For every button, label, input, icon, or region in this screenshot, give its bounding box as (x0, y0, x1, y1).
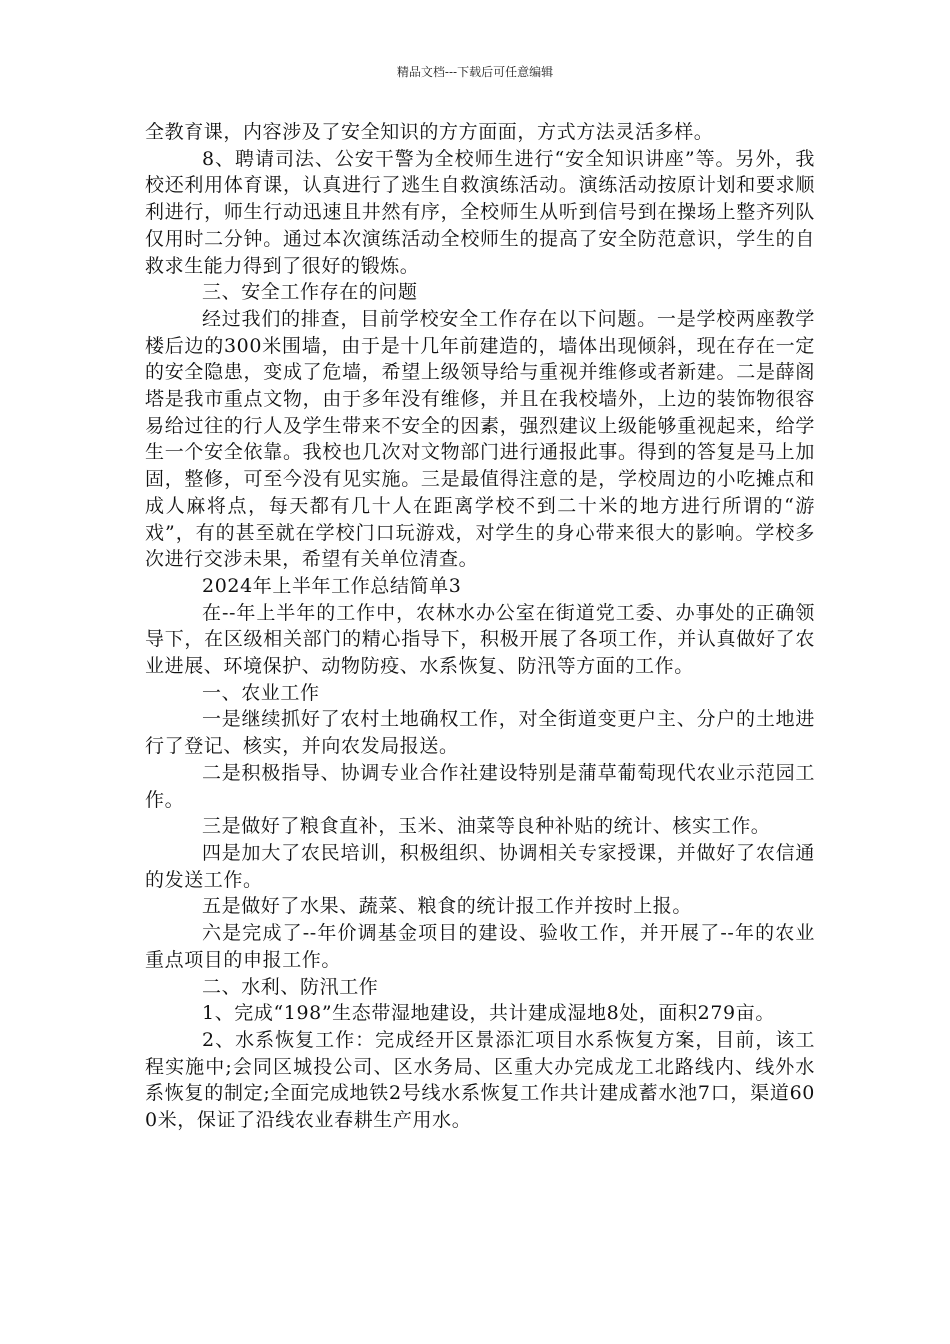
paragraph: 2、水系恢复工作：完成经开区景添汇项目水系恢复方案，目前，该工程实施中;会同区城投公司、区水务局、区重大办完成龙工北路线内、线外水系恢复的制定;全面完成地铁2号线水系恢复工作共计建成蓄水池7口，渠道600米，保证了沿线农业春耕生产用水。 (145, 1028, 815, 1132)
paragraph: 1、完成“198”生态带湿地建设，共计建成湿地8处，面积279亩。 (202, 1002, 775, 1025)
paragraph: 二是积极指导、协调专业合作社建设特别是蒲草葡萄现代农业示范园工作。 (145, 761, 815, 811)
section-heading: 二、水利、防汛工作 (202, 975, 379, 998)
paragraph: 五是做好了水果、蔬菜、粮食的统计报工作并按时上报。 (202, 895, 693, 918)
section-heading: 三、安全工作存在的问题 (202, 281, 418, 304)
paragraph: 三是做好了粮食直补，玉米、油菜等良种补贴的统计、核实工作。 (202, 815, 771, 838)
document-title: 2024年上半年工作总结简单3 (202, 574, 462, 597)
paragraph: 全教育课，内容涉及了安全知识的方方面面，方式方法灵活多样。 (145, 121, 714, 143)
document-body (145, 119, 815, 1134)
page-header: 精品文档---下载后可任意编辑 (396, 65, 554, 79)
paragraph: 六是完成了--年价调基金项目的建设、验收工作，并开展了--年的农业重点项目的申报工作。 (145, 922, 815, 971)
paragraph: 四是加大了农民培训，积极组织、协调相关专家授课，并做好了农信通的发送工作。 (145, 841, 815, 891)
paragraph: 经过我们的排查，目前学校安全工作存在以下问题。一是学校两座教学楼后边的300米围墙，由于是十几年前建造的，墙体出现倾斜，现在存在一定的安全隐患，变成了危墙，希望上级领导给与重视并维修或者新建。二是薛阁塔是我市重点文物，由于多年没有维修，并且在我校墙外，上边的装饰物很容易给过往的行人及学生带来不安全的因素，强烈建议上级能够重视起来，给学生一个安全依靠。我校也几次对文物部门进行通报此事。得到的答复是马上加固，整修，可至今没有见实施。三是最值得注意的是，学校周边的小吃摊点和成人麻将点，每天都有几十人在距离学校不到二十米的地方进行所谓的“游戏”，有的甚至就在学校门口玩游戏，对学生的身心带来很大的影响。学校多次进行交涉未果，希望有关单位清查。 (145, 307, 815, 571)
paragraph: 8、聘请司法、公安干警为全校师生进行“安全知识讲座”等。另外，我校还利用体育课，认真进行了逃生自救演练活动。演练活动按原计划和要求顺利进行，师生行动迅速且井然有序，全校师生从听到信号到在操场上整齐列队仅用时二分钟。通过本次演练活动全校师生的提高了安全防范意识，学生的自救求生能力得到了很好的锻炼。 (145, 147, 815, 277)
section-heading: 一、农业工作 (202, 681, 320, 704)
paragraph: 一是继续抓好了农村土地确权工作，对全街道变更户主、分户的土地进行了登记、核实，并向农发局报送。 (145, 708, 815, 758)
paragraph: 在--年上半年的工作中，农林水办公室在街道党工委、办事处的正确领导下，在区级相关部门的精心指导下，积极开展了各项工作，并认真做好了农业进展、环境保护、动物防疫、水系恢复、防汛等方面的工作。 (145, 601, 815, 678)
